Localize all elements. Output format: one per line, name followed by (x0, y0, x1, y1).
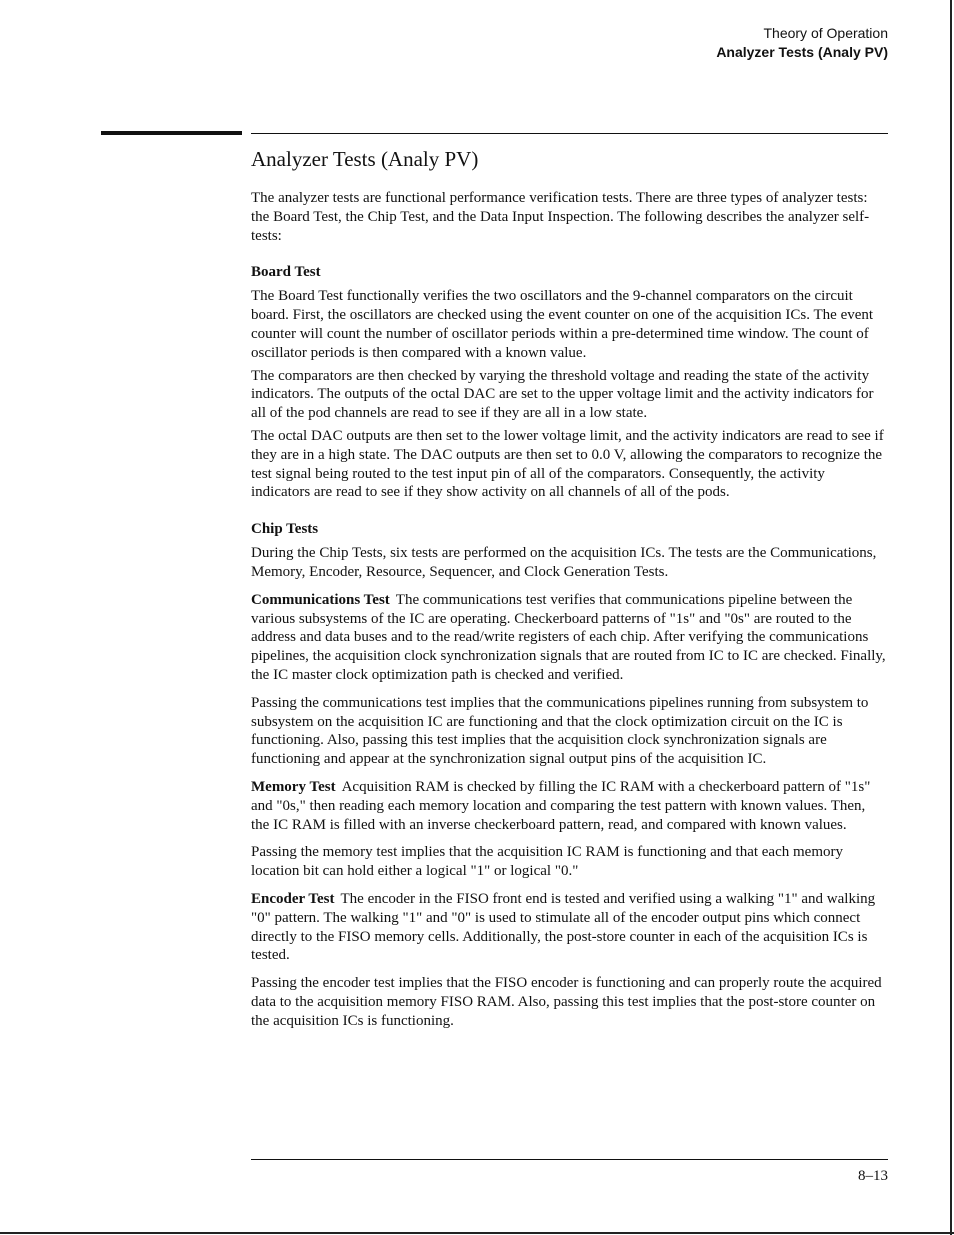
memory-test-label: Memory Test (251, 778, 336, 795)
communications-test-text: The communications test verifies that communications pipeline between the various subsystems of the IC are operating. Checkerboard patterns of "1s" and "0s" are routed to the address and data buses and to the read/write registers of each chip. After verifying the communications pipelines, the acquisition clock synchronization signals that are routed from IC to IC are checked. Finally, the IC master clock optimization path is checked and verified. (251, 591, 886, 683)
running-header (716, 24, 888, 62)
section-rule-thin (251, 133, 888, 134)
chip-tests-intro: During the Chip Tests, six tests are performed on the acquisition ICs. The tests are the Communications, Memory, Encoder, Resource, Sequencer, and Clock Generation Tests. (251, 545, 877, 580)
board-test-paragraph-1: The Board Test functionally verifies the two oscillators and the 9-channel comparators on the circuit board. First, the oscillators are checked using the event counter on one of the acquisition ICs. The event counter will count the number of oscillator periods within a pre-determined time window. The count of oscillator periods is then compared with a known value. (251, 288, 874, 361)
footer-rule (251, 1159, 888, 1160)
page-number: 8–13 (858, 1168, 888, 1184)
encoder-test-label: Encoder Test (251, 890, 335, 907)
board-test-heading: Board Test (251, 264, 321, 281)
encoder-test-paragraph (251, 890, 887, 965)
communications-test-paragraph (251, 591, 887, 685)
main-content (251, 146, 887, 1030)
section-rule-thick (101, 131, 242, 135)
memory-test-paragraph (251, 778, 887, 834)
running-header-section: Analyzer Tests (Analy PV) (716, 44, 888, 60)
board-test-paragraph-2: The comparators are then checked by varying the threshold voltage and reading the state of the activity indicators. The outputs of the octal DAC are set to the upper voltage limit and the activity indicators for all of the pod channels are read to see if they are all in a low state. (251, 367, 874, 422)
memory-passing-paragraph: Passing the memory test implies that the acquisition IC RAM is functioning and that each memory location bit can hold either a logical "1" or logical "0." (251, 844, 843, 880)
page-edge-bottom (0, 1232, 954, 1234)
page-edge-right (950, 0, 952, 1235)
encoder-test-text: The encoder in the FISO front end is tested and verified using a walking "1" and walking "0" pattern. The walking "1" and "0" is used to stimulate all of the encoder output pins which connect directly to the FISO memory cells. Additionally, the post-store counter in each of the acquisition ICs is tested. (251, 890, 876, 964)
communications-passing-paragraph: Passing the communications test implies that the communications pipelines running from subsystem to subsystem on the acquisition IC are functioning and that the clock optimization circuit on the IC is functioning. Also, passing this test implies that the acquisition clock synchronization signals are functioning and appear at the synchronization signal output pins of the acquisition IC. (251, 694, 869, 768)
intro-paragraph: The analyzer tests are functional performance verification tests. There are three types of analyzer tests: the Board Test, the Chip Test, and the Data Input Inspection. The following describes the analyzer self-tests: (251, 190, 870, 244)
running-header-chapter: Theory of Operation (763, 25, 888, 41)
board-test-paragraph-3: The octal DAC outputs are then set to the lower voltage limit, and the activity indicators are read to see if they are in a high state. The DAC outputs are then set to 0.0 V, allowing the comparators to recognize the test signal being routed to the test input pin of all of the comparators. Consequently, the activity indicators are read to see if they show activity on all channels of all of the pods. (251, 427, 884, 501)
communications-test-label: Communications Test (251, 591, 390, 608)
chip-tests-heading: Chip Tests (251, 521, 319, 538)
encoder-passing-paragraph: Passing the encoder test implies that the FISO encoder is functioning and can properly route the acquired data to the acquisition memory FISO RAM. Also, passing this test implies that the post-store counter on the acquisition ICs is functioning. (251, 975, 882, 1029)
memory-test-text: Acquisition RAM is checked by filling the IC RAM with a checkerboard pattern of "1s" and "0s," then reading each memory location and comparing the test pattern with known values. Then, the IC RAM is filled with an inverse checkerboard pattern, read, and compared with known values. (251, 778, 871, 833)
page-title: Analyzer Tests (Analy PV) (251, 147, 479, 171)
